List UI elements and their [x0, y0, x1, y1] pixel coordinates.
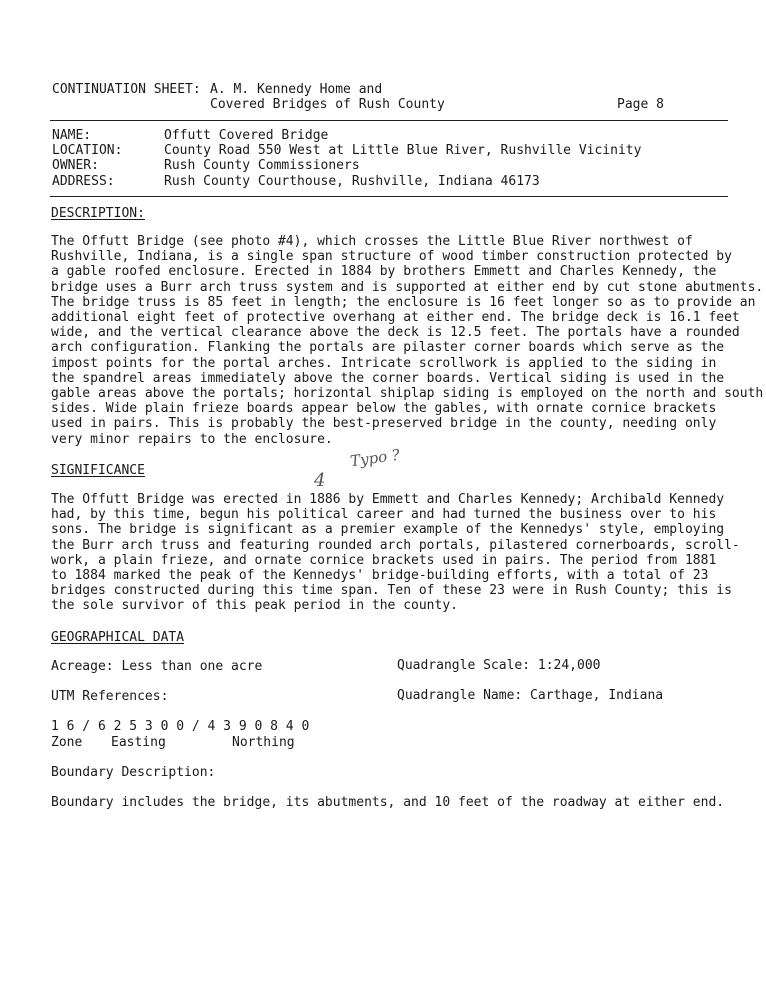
significance-line: the sole survivor of this peak period in the county.: [51, 598, 458, 614]
significance-line: The Offutt Bridge was erected in 1886 by Emmett and Charles Kennedy; Archibald Kennedy: [51, 492, 725, 507]
quadrangle-name: Quadrangle Name: Carthage, Indiana: [397, 688, 664, 703]
description-line: very minor repairs to the enclosure.: [51, 431, 333, 447]
info-value: County Road 550 West at Little Blue River, Rushville Vicinity: [164, 143, 642, 158]
quadrangle-scale: Quadrangle Scale: 1:24,000: [397, 658, 601, 673]
header-title-line2: Covered Bridges of Rush County: [210, 97, 445, 112]
info-key: OWNER:: [52, 158, 99, 173]
handwritten-four-note: 4: [314, 470, 326, 491]
significance-line: sons. The bridge is significant as a premier example of the Kennedys' style, employing: [51, 522, 725, 538]
description-line: Rushville, Indiana, is a single span structure of wood timber construction protected by: [51, 249, 732, 265]
info-rule: [50, 196, 728, 197]
info-key: LOCATION:: [52, 143, 123, 158]
header-rule: [50, 120, 728, 121]
description-line: bridge uses a Burr arch truss system and is supported at either end by cut stone abutments.: [51, 279, 764, 295]
info-key: ADDRESS:: [52, 174, 115, 189]
info-value: Offutt Covered Bridge: [164, 128, 329, 143]
description-line: the spandrel areas immediately above the corner boards. Vertical siding is used in the: [51, 370, 725, 386]
boundary-heading: Boundary Description:: [51, 765, 216, 780]
description-line: impost points for the portal arches. Intricate scrollwork is applied to the siding in: [51, 355, 717, 371]
page-number: Page 8: [617, 97, 664, 112]
description-line: additional eight feet of protective overhang at either end. The bridge deck is 16.1 feet: [51, 310, 740, 326]
continuation-sheet-label: CONTINUATION SHEET:: [52, 82, 201, 97]
utm-numbers: 1 6 / 6 2 5 3 0 0 / 4 3 9 0 8 4 0: [51, 719, 310, 734]
boundary-text: Boundary includes the bridge, its abutments, and 10 feet of the roadway at either end.: [51, 795, 725, 810]
description-heading: DESCRIPTION:: [51, 206, 145, 221]
acreage: Acreage: Less than one acre: [51, 659, 263, 674]
description-line: wide, and the vertical clearance above the deck is 12.5 feet. The portals have a rounded: [51, 325, 740, 341]
description-line: arch configuration. Flanking the portals are pilaster corner boards which serve as the: [51, 340, 725, 356]
description-line: gable areas above the portals; horizontal shiplap siding is employed on the north and south: [51, 386, 764, 402]
description-line: sides. Wide plain frieze boards appear below the gables, with ornate cornice brackets: [51, 401, 717, 417]
geo-heading: GEOGRAPHICAL DATA: [51, 630, 185, 645]
northing-label: Northing: [232, 735, 295, 750]
easting-label: Easting: [111, 735, 166, 750]
header-title-line1: A. M. Kennedy Home and: [210, 82, 383, 97]
significance-heading: SIGNIFICANCE: [51, 463, 145, 478]
significance-line: bridges constructed during this time span. Ten of these 23 were in Rush County; this is: [51, 583, 732, 599]
description-line: a gable roofed enclosure. Erected in 1884 by brothers Emmett and Charles Kennedy, the: [51, 264, 717, 280]
significance-body: [51, 492, 740, 614]
utm-references-label: UTM References:: [51, 689, 169, 704]
significance-line: work, a plain frieze, and ornate cornice brackets used in pairs. The period from 1881: [51, 552, 717, 568]
significance-line: to 1884 marked the peak of the Kennedys' bridge-building efforts, with a total of 23: [51, 568, 709, 584]
description-line: The bridge truss is 85 feet in length; the enclosure is 16 feet longer so as to provide an: [51, 294, 756, 310]
info-key: NAME:: [52, 128, 92, 143]
handwritten-typo-note: Typo ?: [348, 445, 401, 471]
description-body: [51, 234, 763, 447]
description-line: The Offutt Bridge (see photo #4), which crosses the Little Blue River northwest of: [51, 234, 693, 249]
significance-line: the Burr arch truss and featuring rounded arch portals, pilastered cornerboards, scroll-: [51, 537, 740, 553]
info-value: Rush County Commissioners: [164, 158, 360, 173]
description-line: used in pairs. This is probably the best-preserved bridge in the county, needing only: [51, 416, 717, 432]
significance-line: had, by this time, begun his political career and had turned the business over to his: [51, 507, 717, 523]
zone-label: Zone: [51, 735, 83, 750]
info-value: Rush County Courthouse, Rushville, Indiana 46173: [164, 174, 540, 189]
